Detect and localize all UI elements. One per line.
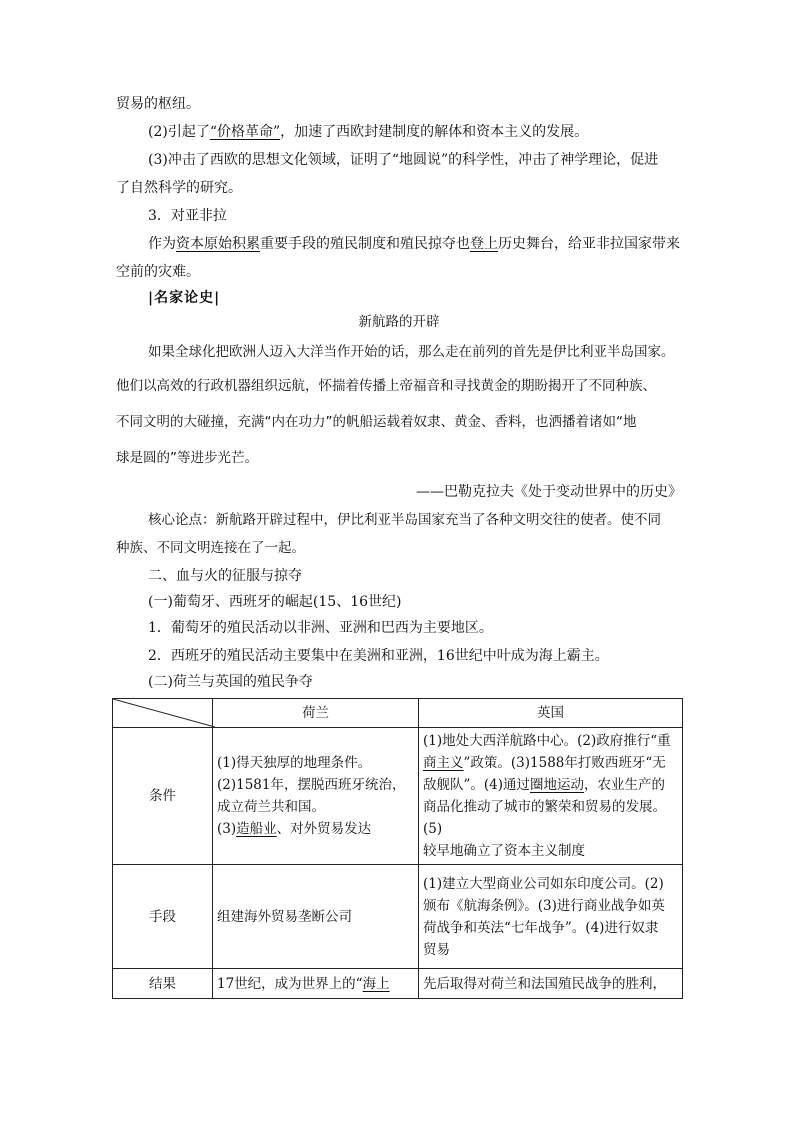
cell-england-result: 先后取得对荷兰和法国殖民战争的胜利，	[419, 969, 683, 999]
list-item-spain: 2．西班牙的殖民活动主要集中在美洲和亚洲，16世纪中叶成为海上霸主。	[148, 648, 609, 664]
table-row	[113, 728, 683, 865]
cell-england-conditions: (1)地处大西洋航路中心。(2)政府推行“重 商主义”政策。(3)1588年打败西班牙“无 敌舰队”。(4)通过圈地运动，农业生产的 商品化推动了城市的繁荣和贸易的发展。(5) 较早地确立了资本主义制度	[419, 728, 683, 865]
cell-england-means: (1)建立大型商业公司如东印度公司。(2) 颁布《航海条例》。(3)进行商业战争如英 荷战争和英法“七年战争”。(4)进行奴隶 贸易	[419, 865, 683, 969]
row-label-conditions: 条件	[113, 728, 213, 865]
column-header-netherlands: 荷兰	[213, 699, 419, 728]
cell-netherlands-result: 17世纪，成为世界上的“海上	[213, 969, 419, 999]
underlined-term: “价格革命”	[209, 124, 281, 140]
underlined-term: 圈地运动	[530, 777, 585, 793]
subheading-netherlands-england: (二)荷兰与英国的殖民争夺	[148, 674, 313, 690]
section-heading-conquest: 二、血与火的征服与掠夺	[148, 568, 302, 584]
quote-line: 球是圆的”等进步光芒。	[116, 450, 258, 466]
core-argument-line2: 种族、不同文明连接在了一起。	[116, 540, 305, 556]
underlined-term: 造船业	[236, 821, 277, 837]
underlined-term: 资本原始积累	[176, 236, 260, 252]
cell-netherlands-conditions: (1)得天独厚的地理条件。 (2)1581年，摆脱西班牙统治， 成立荷兰共和国。 (3)造船业、对外贸易发达	[213, 728, 419, 865]
subheading-portugal-spain: (一)葡萄牙、西班牙的崛起(15、16世纪)	[148, 594, 402, 610]
paragraph-colonial-line1: 作为资本原始积累重要手段的殖民制度和殖民掠夺也登上历史舞台，给亚非拉国家带来	[148, 236, 680, 252]
quote-line: 如果全球化把欧洲人迈入大洋当作开始的话，那么走在前列的首先是伊比利亚半岛国家。	[148, 344, 675, 360]
column-header-england: 英国	[419, 699, 683, 728]
quote-line: 不同文明的大碰撞，充满“内在功力”的帆船运载着奴隶、黄金、香料，也洒播着诸如“地	[116, 414, 637, 430]
section-tag-expert-history: |名家论史|	[148, 290, 221, 306]
underlined-term: 登上	[470, 236, 498, 252]
cell-netherlands-means: 组建海外贸易垄断公司	[213, 865, 419, 969]
table-row	[113, 969, 683, 999]
table-header-row	[113, 699, 683, 728]
paragraph-culture-line1: (3)冲击了西欧的思想文化领域，证明了“地圆说”的科学性，冲击了神学理论，促进	[148, 152, 659, 168]
row-label-means: 手段	[113, 865, 213, 969]
table-corner-cell	[113, 699, 213, 728]
heading-asia-africa-latin-america: 3．对亚非拉	[148, 208, 227, 224]
diagonal-line	[113, 699, 215, 727]
paragraph-colonial-line2: 空前的灾难。	[116, 264, 200, 280]
underlined-term: 商主义	[423, 755, 464, 771]
list-item-portugal: 1．葡萄牙的殖民活动以非洲、亚洲和巴西为主要地区。	[148, 620, 493, 636]
row-label-result: 结果	[113, 969, 213, 999]
quote-line: 他们以高效的行政机器组织远航，怀揣着传播上帝福音和寻找黄金的期盼揭开了不同种族、	[116, 378, 656, 394]
quote-title: 新航路的开辟	[358, 314, 440, 330]
underlined-term: 海上	[362, 975, 390, 992]
paragraph-culture-line2: 了自然科学的研究。	[116, 180, 242, 196]
quote-source: ——巴勒克拉夫《处于变动世界中的历史》	[416, 484, 682, 500]
paragraph-price-revolution: (2)引起了“价格革命”，加速了西欧封建制度的解体和资本主义的发展。	[148, 124, 589, 140]
table-row	[113, 865, 683, 969]
paragraph-trade-hub: 贸易的枢纽。	[116, 96, 200, 112]
comparison-table	[112, 698, 683, 999]
core-argument-line1: 核心论点：新航路开辟过程中，伊比利亚半岛国家充当了各种文明交往的使者。使不同	[148, 512, 661, 528]
